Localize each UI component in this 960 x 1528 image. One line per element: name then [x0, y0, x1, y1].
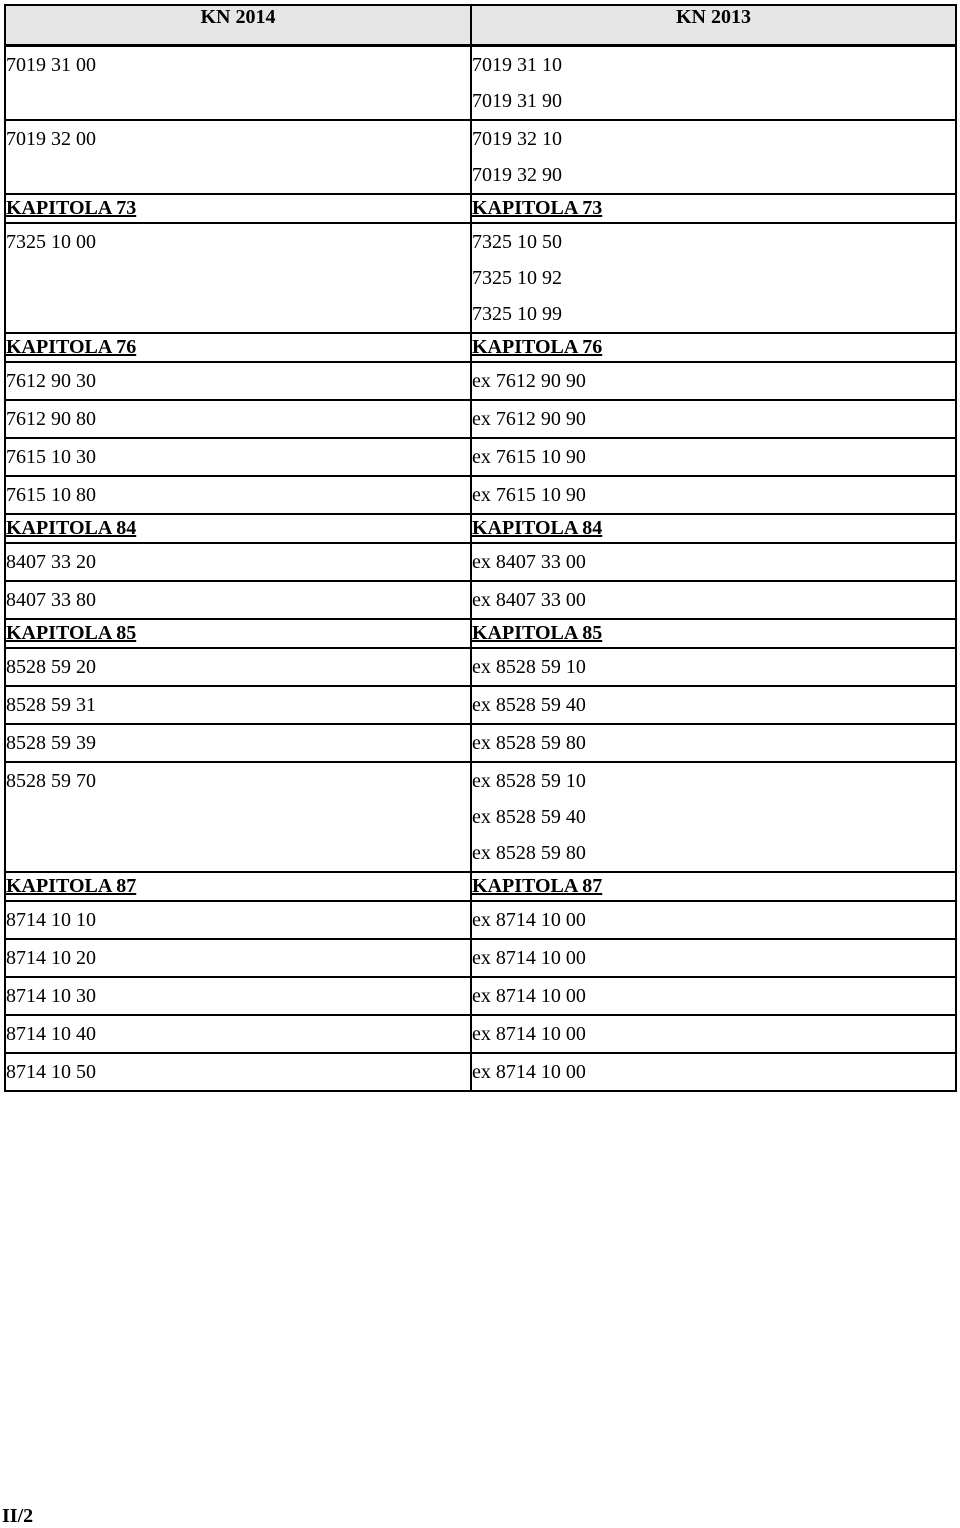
code-kn-2014: 8714 10 20	[6, 947, 96, 969]
code-kn-2014: 8407 33 80	[6, 589, 96, 611]
cell-kn-2014	[5, 476, 471, 514]
chapter-heading-kn-2013: KAPITOLA 87	[471, 872, 956, 901]
code-kn-2013: ex 7615 10 90	[472, 484, 586, 506]
code-kn-2014: 7325 10 00	[6, 231, 96, 253]
code-kn-2013: ex 8528 59 80	[472, 842, 586, 864]
code-kn-2013: ex 8714 10 00	[472, 1061, 586, 1083]
cell-kn-2014	[5, 686, 471, 724]
table-row	[5, 543, 956, 581]
code-kn-2013: ex 8528 59 40	[472, 694, 586, 716]
table-row	[5, 939, 956, 977]
code-kn-2013: ex 7612 90 90	[472, 370, 586, 392]
cell-kn-2013	[471, 724, 956, 762]
chapter-heading-kn-2014: KAPITOLA 87	[5, 872, 471, 901]
cell-kn-2013	[471, 362, 956, 400]
cell-kn-2014	[5, 648, 471, 686]
chapter-heading-kn-2013: KAPITOLA 84	[471, 514, 956, 543]
cell-kn-2014	[5, 977, 471, 1015]
code-kn-2014: 8528 59 20	[6, 656, 96, 678]
code-kn-2013: ex 8714 10 00	[472, 985, 586, 1007]
code-kn-2014: 8407 33 20	[6, 551, 96, 573]
cell-kn-2014	[5, 46, 471, 121]
code-kn-2014: 8714 10 10	[6, 909, 96, 931]
code-kn-2013: 7325 10 92	[472, 267, 562, 289]
cell-kn-2013	[471, 581, 956, 619]
code-kn-2013: ex 8407 33 00	[472, 589, 586, 611]
code-kn-2014: 7019 31 00	[6, 54, 96, 76]
code-kn-2013: ex 8528 59 40	[472, 806, 586, 828]
cell-kn-2013	[471, 1053, 956, 1091]
cell-kn-2014	[5, 1053, 471, 1091]
chapter-heading-kn-2013: KAPITOLA 76	[471, 333, 956, 362]
code-kn-2013: ex 8714 10 00	[472, 947, 586, 969]
code-kn-2013: 7325 10 99	[472, 303, 562, 325]
column-header-kn-2013: KN 2013	[471, 5, 956, 46]
table-row	[5, 46, 956, 121]
code-kn-2014: 8528 59 39	[6, 732, 96, 754]
table-row	[5, 977, 956, 1015]
code-kn-2013: 7019 31 10	[472, 54, 562, 76]
cell-kn-2014	[5, 400, 471, 438]
cell-kn-2013	[471, 977, 956, 1015]
code-kn-2013: 7019 32 10	[472, 128, 562, 150]
cell-kn-2013	[471, 543, 956, 581]
table-row	[5, 223, 956, 333]
code-kn-2013: 7325 10 50	[472, 231, 562, 253]
code-kn-2013: ex 8528 59 10	[472, 770, 586, 792]
code-kn-2014: 8714 10 30	[6, 985, 96, 1007]
table-row	[5, 438, 956, 476]
chapter-heading-kn-2014: KAPITOLA 76	[5, 333, 471, 362]
code-kn-2013: ex 7615 10 90	[472, 446, 586, 468]
cell-kn-2013	[471, 120, 956, 194]
code-kn-2014: 7612 90 30	[6, 370, 96, 392]
correlation-table	[4, 4, 957, 1092]
code-kn-2014: 7615 10 30	[6, 446, 96, 468]
cell-kn-2014	[5, 438, 471, 476]
page-number: II/2	[2, 1505, 34, 1527]
cell-kn-2014	[5, 939, 471, 977]
cell-kn-2014	[5, 223, 471, 333]
code-kn-2013: ex 8528 59 80	[472, 732, 586, 754]
table-row	[5, 1053, 956, 1091]
chapter-heading-kn-2014: KAPITOLA 85	[5, 619, 471, 648]
code-kn-2013: ex 8407 33 00	[472, 551, 586, 573]
chapter-row	[5, 514, 956, 543]
table-body	[5, 46, 956, 1092]
chapter-row	[5, 872, 956, 901]
cell-kn-2014	[5, 543, 471, 581]
table-row	[5, 362, 956, 400]
code-kn-2013: ex 8528 59 10	[472, 656, 586, 678]
cell-kn-2013	[471, 223, 956, 333]
code-kn-2014: 8528 59 31	[6, 694, 96, 716]
cell-kn-2013	[471, 46, 956, 121]
table-row	[5, 581, 956, 619]
code-kn-2014: 7615 10 80	[6, 484, 96, 506]
cell-kn-2014	[5, 362, 471, 400]
cell-kn-2014	[5, 762, 471, 872]
cell-kn-2014	[5, 724, 471, 762]
cell-kn-2013	[471, 648, 956, 686]
cell-kn-2013	[471, 686, 956, 724]
table-row	[5, 724, 956, 762]
table-row	[5, 648, 956, 686]
code-kn-2013: ex 7612 90 90	[472, 408, 586, 430]
code-kn-2013: 7019 32 90	[472, 164, 562, 186]
cell-kn-2013	[471, 901, 956, 939]
cell-kn-2013	[471, 476, 956, 514]
code-kn-2013: 7019 31 90	[472, 90, 562, 112]
cell-kn-2013	[471, 762, 956, 872]
cell-kn-2014	[5, 1015, 471, 1053]
table-row	[5, 476, 956, 514]
table-row	[5, 120, 956, 194]
cell-kn-2014	[5, 581, 471, 619]
table-row	[5, 901, 956, 939]
code-kn-2014: 8714 10 40	[6, 1023, 96, 1045]
cell-kn-2014	[5, 120, 471, 194]
cell-kn-2013	[471, 400, 956, 438]
code-kn-2013: ex 8714 10 00	[472, 1023, 586, 1045]
cell-kn-2014	[5, 901, 471, 939]
chapter-heading-kn-2014: KAPITOLA 73	[5, 194, 471, 223]
table-row	[5, 762, 956, 872]
chapter-row	[5, 619, 956, 648]
chapter-heading-kn-2014: KAPITOLA 84	[5, 514, 471, 543]
chapter-row	[5, 333, 956, 362]
code-kn-2013: ex 8714 10 00	[472, 909, 586, 931]
column-header-kn-2014: KN 2014	[5, 5, 471, 46]
code-kn-2014: 8714 10 50	[6, 1061, 96, 1083]
cell-kn-2013	[471, 939, 956, 977]
cell-kn-2013	[471, 438, 956, 476]
table-row	[5, 1015, 956, 1053]
code-kn-2014: 7019 32 00	[6, 128, 96, 150]
chapter-heading-kn-2013: KAPITOLA 73	[471, 194, 956, 223]
cell-kn-2013	[471, 1015, 956, 1053]
table-header-row	[5, 5, 956, 46]
chapter-heading-kn-2013: KAPITOLA 85	[471, 619, 956, 648]
chapter-row	[5, 194, 956, 223]
code-kn-2014: 7612 90 80	[6, 408, 96, 430]
table-row	[5, 686, 956, 724]
code-kn-2014: 8528 59 70	[6, 770, 96, 792]
table-row	[5, 400, 956, 438]
